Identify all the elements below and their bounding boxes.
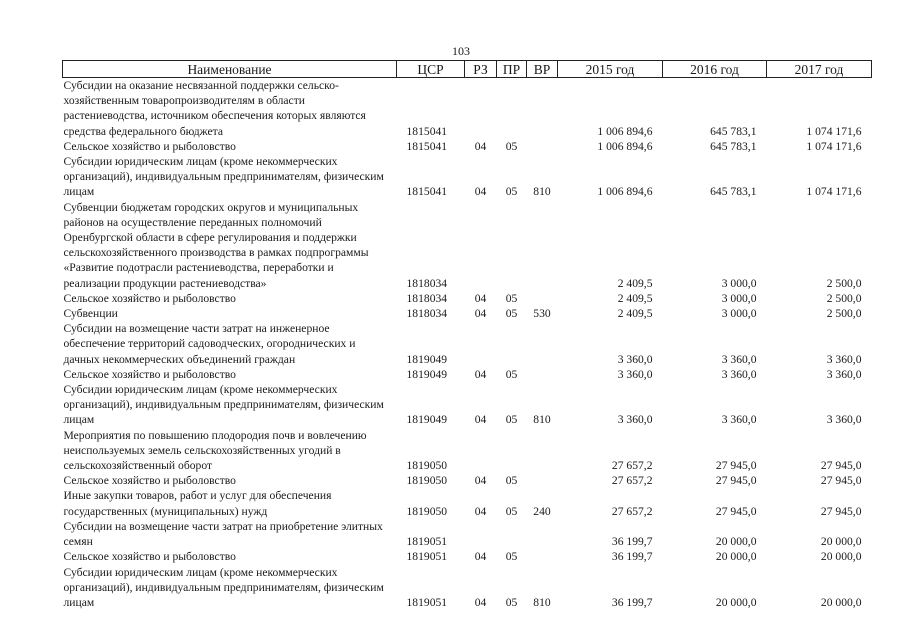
row-rz [465, 519, 497, 549]
row-csr: 1815041 [406, 124, 448, 138]
row-value-2016: 27 945,0 [715, 504, 757, 518]
row-pr: 05 [505, 413, 518, 427]
row-value-2017: 2 500,0 [826, 307, 862, 321]
table-row [63, 154, 872, 200]
row-value-2017: 20 000,0 [820, 550, 862, 564]
header-2015: 2015 год [558, 61, 663, 78]
table-row [63, 565, 872, 611]
row-pr [497, 321, 527, 367]
row-rz: 04 [474, 185, 487, 199]
row-name: Мероприятия по повышению плодородия почв и вовлечению неиспользуемых земель сельскохозяйственных угодий в сельскохозяйственный оборот [63, 428, 367, 473]
row-vr [527, 321, 558, 367]
row-rz: 04 [474, 139, 487, 153]
row-rz [465, 78, 497, 139]
row-rz: 04 [474, 504, 487, 518]
row-name: Субвенции [63, 307, 118, 321]
row-value-2015: 2 409,5 [617, 291, 653, 305]
row-csr: 1819051 [406, 550, 448, 564]
row-value-2016: 3 360,0 [721, 413, 757, 427]
row-value-2015: 27 657,2 [611, 504, 653, 518]
row-value-2015: 36 199,7 [611, 595, 653, 609]
table-row [63, 488, 872, 518]
row-name: Сельское хозяйство и рыболовство [63, 474, 236, 488]
table-row [63, 291, 872, 306]
table-row [63, 428, 872, 474]
table-row [63, 473, 872, 488]
row-name: Сельское хозяйство и рыболовство [63, 550, 236, 564]
table-body [63, 78, 872, 611]
row-value-2016: 20 000,0 [715, 595, 757, 609]
row-pr: 05 [505, 474, 518, 488]
row-value-2016: 3 360,0 [721, 367, 757, 381]
header-2016: 2016 год [663, 61, 767, 78]
row-csr: 1819051 [406, 535, 448, 549]
row-vr: 810 [533, 413, 551, 427]
row-vr [527, 549, 558, 564]
table-row [63, 382, 872, 428]
row-pr [497, 78, 527, 139]
row-vr [527, 367, 558, 382]
row-value-2017: 1 074 171,6 [806, 185, 862, 199]
row-value-2016: 20 000,0 [715, 550, 757, 564]
row-csr: 1819049 [406, 352, 448, 366]
header-csr: ЦСР [397, 61, 465, 78]
row-rz: 04 [474, 307, 487, 321]
row-value-2016: 27 945,0 [715, 474, 757, 488]
row-name: Субвенции бюджетам городских округов и муниципальных районов на осуществление переданных полномочий Оренбургской области в сфере регулирования и поддержки сельскохозяйственного производства в рамках подпрограммы «Развитие подотрасли растениеводства, переработки и реализации продукции растениеводства» [63, 200, 369, 290]
row-value-2016: 20 000,0 [715, 535, 757, 549]
row-vr: 530 [533, 307, 551, 321]
row-csr: 1819050 [406, 504, 448, 518]
row-vr: 240 [533, 504, 551, 518]
row-csr: 1819050 [406, 459, 448, 473]
row-name: Сельское хозяйство и рыболовство [63, 291, 236, 305]
row-pr: 05 [505, 139, 518, 153]
row-value-2017: 27 945,0 [820, 459, 862, 473]
row-value-2015: 27 657,2 [611, 474, 653, 488]
row-rz: 04 [474, 474, 487, 488]
row-name: Сельское хозяйство и рыболовство [63, 367, 236, 381]
row-pr: 05 [505, 291, 518, 305]
row-value-2017: 2 500,0 [826, 291, 862, 305]
row-value-2017: 3 360,0 [826, 413, 862, 427]
row-value-2015: 36 199,7 [611, 535, 653, 549]
row-value-2015: 36 199,7 [611, 550, 653, 564]
row-value-2017: 1 074 171,6 [806, 139, 862, 153]
row-value-2015: 3 360,0 [617, 413, 653, 427]
row-pr: 05 [505, 307, 518, 321]
row-vr [527, 139, 558, 154]
row-pr: 05 [505, 550, 518, 564]
row-value-2017: 20 000,0 [820, 535, 862, 549]
row-name: Сельское хозяйство и рыболовство [63, 139, 236, 153]
row-value-2015: 2 409,5 [617, 276, 653, 290]
row-rz: 04 [474, 595, 487, 609]
row-value-2016: 3 000,0 [721, 307, 757, 321]
table-row [63, 367, 872, 382]
row-value-2015: 2 409,5 [617, 307, 653, 321]
header-name: Наименование [63, 61, 397, 78]
row-name: Субсидии на возмещение части затрат на приобретение элитных семян [63, 519, 383, 549]
row-value-2016: 27 945,0 [715, 459, 757, 473]
row-name: Субсидии юридическим лицам (кроме некоммерческих организаций), индивидуальным предпринимателям, физическим лицам [63, 155, 384, 199]
row-value-2017: 27 945,0 [820, 474, 862, 488]
row-value-2017: 2 500,0 [826, 276, 862, 290]
row-value-2016: 645 783,1 [710, 139, 757, 153]
row-value-2017: 3 360,0 [826, 367, 862, 381]
table-row [63, 306, 872, 321]
row-vr [527, 519, 558, 549]
row-vr: 810 [533, 595, 551, 609]
row-name: Субсидии на возмещение части затрат на инженерное обеспечение территорий садоводческих, огороднических и дачных некоммерческих объединений граждан [63, 322, 356, 366]
row-rz: 04 [474, 413, 487, 427]
table-row [63, 321, 872, 367]
row-value-2016: 3 000,0 [721, 276, 757, 290]
row-csr: 1815041 [406, 139, 448, 153]
row-value-2015: 3 360,0 [617, 352, 653, 366]
row-value-2016: 3 000,0 [721, 291, 757, 305]
row-rz: 04 [474, 550, 487, 564]
row-vr [527, 473, 558, 488]
row-csr: 1818034 [406, 307, 448, 321]
row-value-2015: 1 006 894,6 [597, 139, 653, 153]
row-csr: 1818034 [406, 291, 448, 305]
row-rz: 04 [474, 367, 487, 381]
row-pr: 05 [505, 504, 518, 518]
row-value-2017: 27 945,0 [820, 504, 862, 518]
row-pr [497, 200, 527, 291]
header-pr: ПР [497, 61, 527, 78]
row-pr [497, 519, 527, 549]
row-name: Субсидии на оказание несвязанной поддержки сельско-хозяйственным товаропроизводителям в области растениеводства, источником обеспечения которых являются средства федерального бюджета [63, 79, 366, 138]
table-row [63, 78, 872, 139]
row-rz [465, 428, 497, 474]
row-csr: 1819049 [406, 413, 448, 427]
row-value-2016: 645 783,1 [710, 124, 757, 138]
row-rz: 04 [474, 291, 487, 305]
row-value-2017: 1 074 171,6 [806, 124, 862, 138]
table-row [63, 200, 872, 291]
row-value-2016: 3 360,0 [721, 352, 757, 366]
budget-table [62, 60, 872, 610]
row-csr: 1819049 [406, 367, 448, 381]
header-2017: 2017 год [767, 61, 872, 78]
row-csr: 1819050 [406, 474, 448, 488]
row-value-2015: 3 360,0 [617, 367, 653, 381]
row-value-2016: 645 783,1 [710, 185, 757, 199]
row-value-2017: 20 000,0 [820, 595, 862, 609]
row-value-2015: 27 657,2 [611, 459, 653, 473]
row-vr [527, 78, 558, 139]
row-value-2015: 1 006 894,6 [597, 185, 653, 199]
table-row [63, 549, 872, 564]
row-rz [465, 321, 497, 367]
row-value-2017: 3 360,0 [826, 352, 862, 366]
row-name: Иные закупки товаров, работ и услуг для обеспечения государственных (муниципальных) нужд [63, 489, 332, 518]
row-pr: 05 [505, 185, 518, 199]
table-row [63, 139, 872, 154]
row-pr [497, 428, 527, 474]
header-rz: РЗ [465, 61, 497, 78]
table-row [63, 519, 872, 549]
row-vr: 810 [533, 185, 551, 199]
row-vr [527, 428, 558, 474]
table-header [63, 61, 872, 78]
row-rz [465, 200, 497, 291]
header-vr: ВР [527, 61, 558, 78]
row-csr: 1818034 [406, 276, 448, 290]
row-pr: 05 [505, 595, 518, 609]
row-vr [527, 200, 558, 291]
row-csr: 1815041 [406, 185, 448, 199]
row-pr: 05 [505, 367, 518, 381]
page-number: 103 [452, 44, 470, 58]
row-csr: 1819051 [406, 595, 448, 609]
row-name: Субсидии юридическим лицам (кроме некоммерческих организаций), индивидуальным предпринимателям, физическим лицам [63, 383, 384, 427]
row-vr [527, 291, 558, 306]
row-value-2015: 1 006 894,6 [597, 124, 653, 138]
row-name: Субсидии юридическим лицам (кроме некоммерческих организаций), индивидуальным предпринимателям, физическим лицам [63, 565, 384, 609]
